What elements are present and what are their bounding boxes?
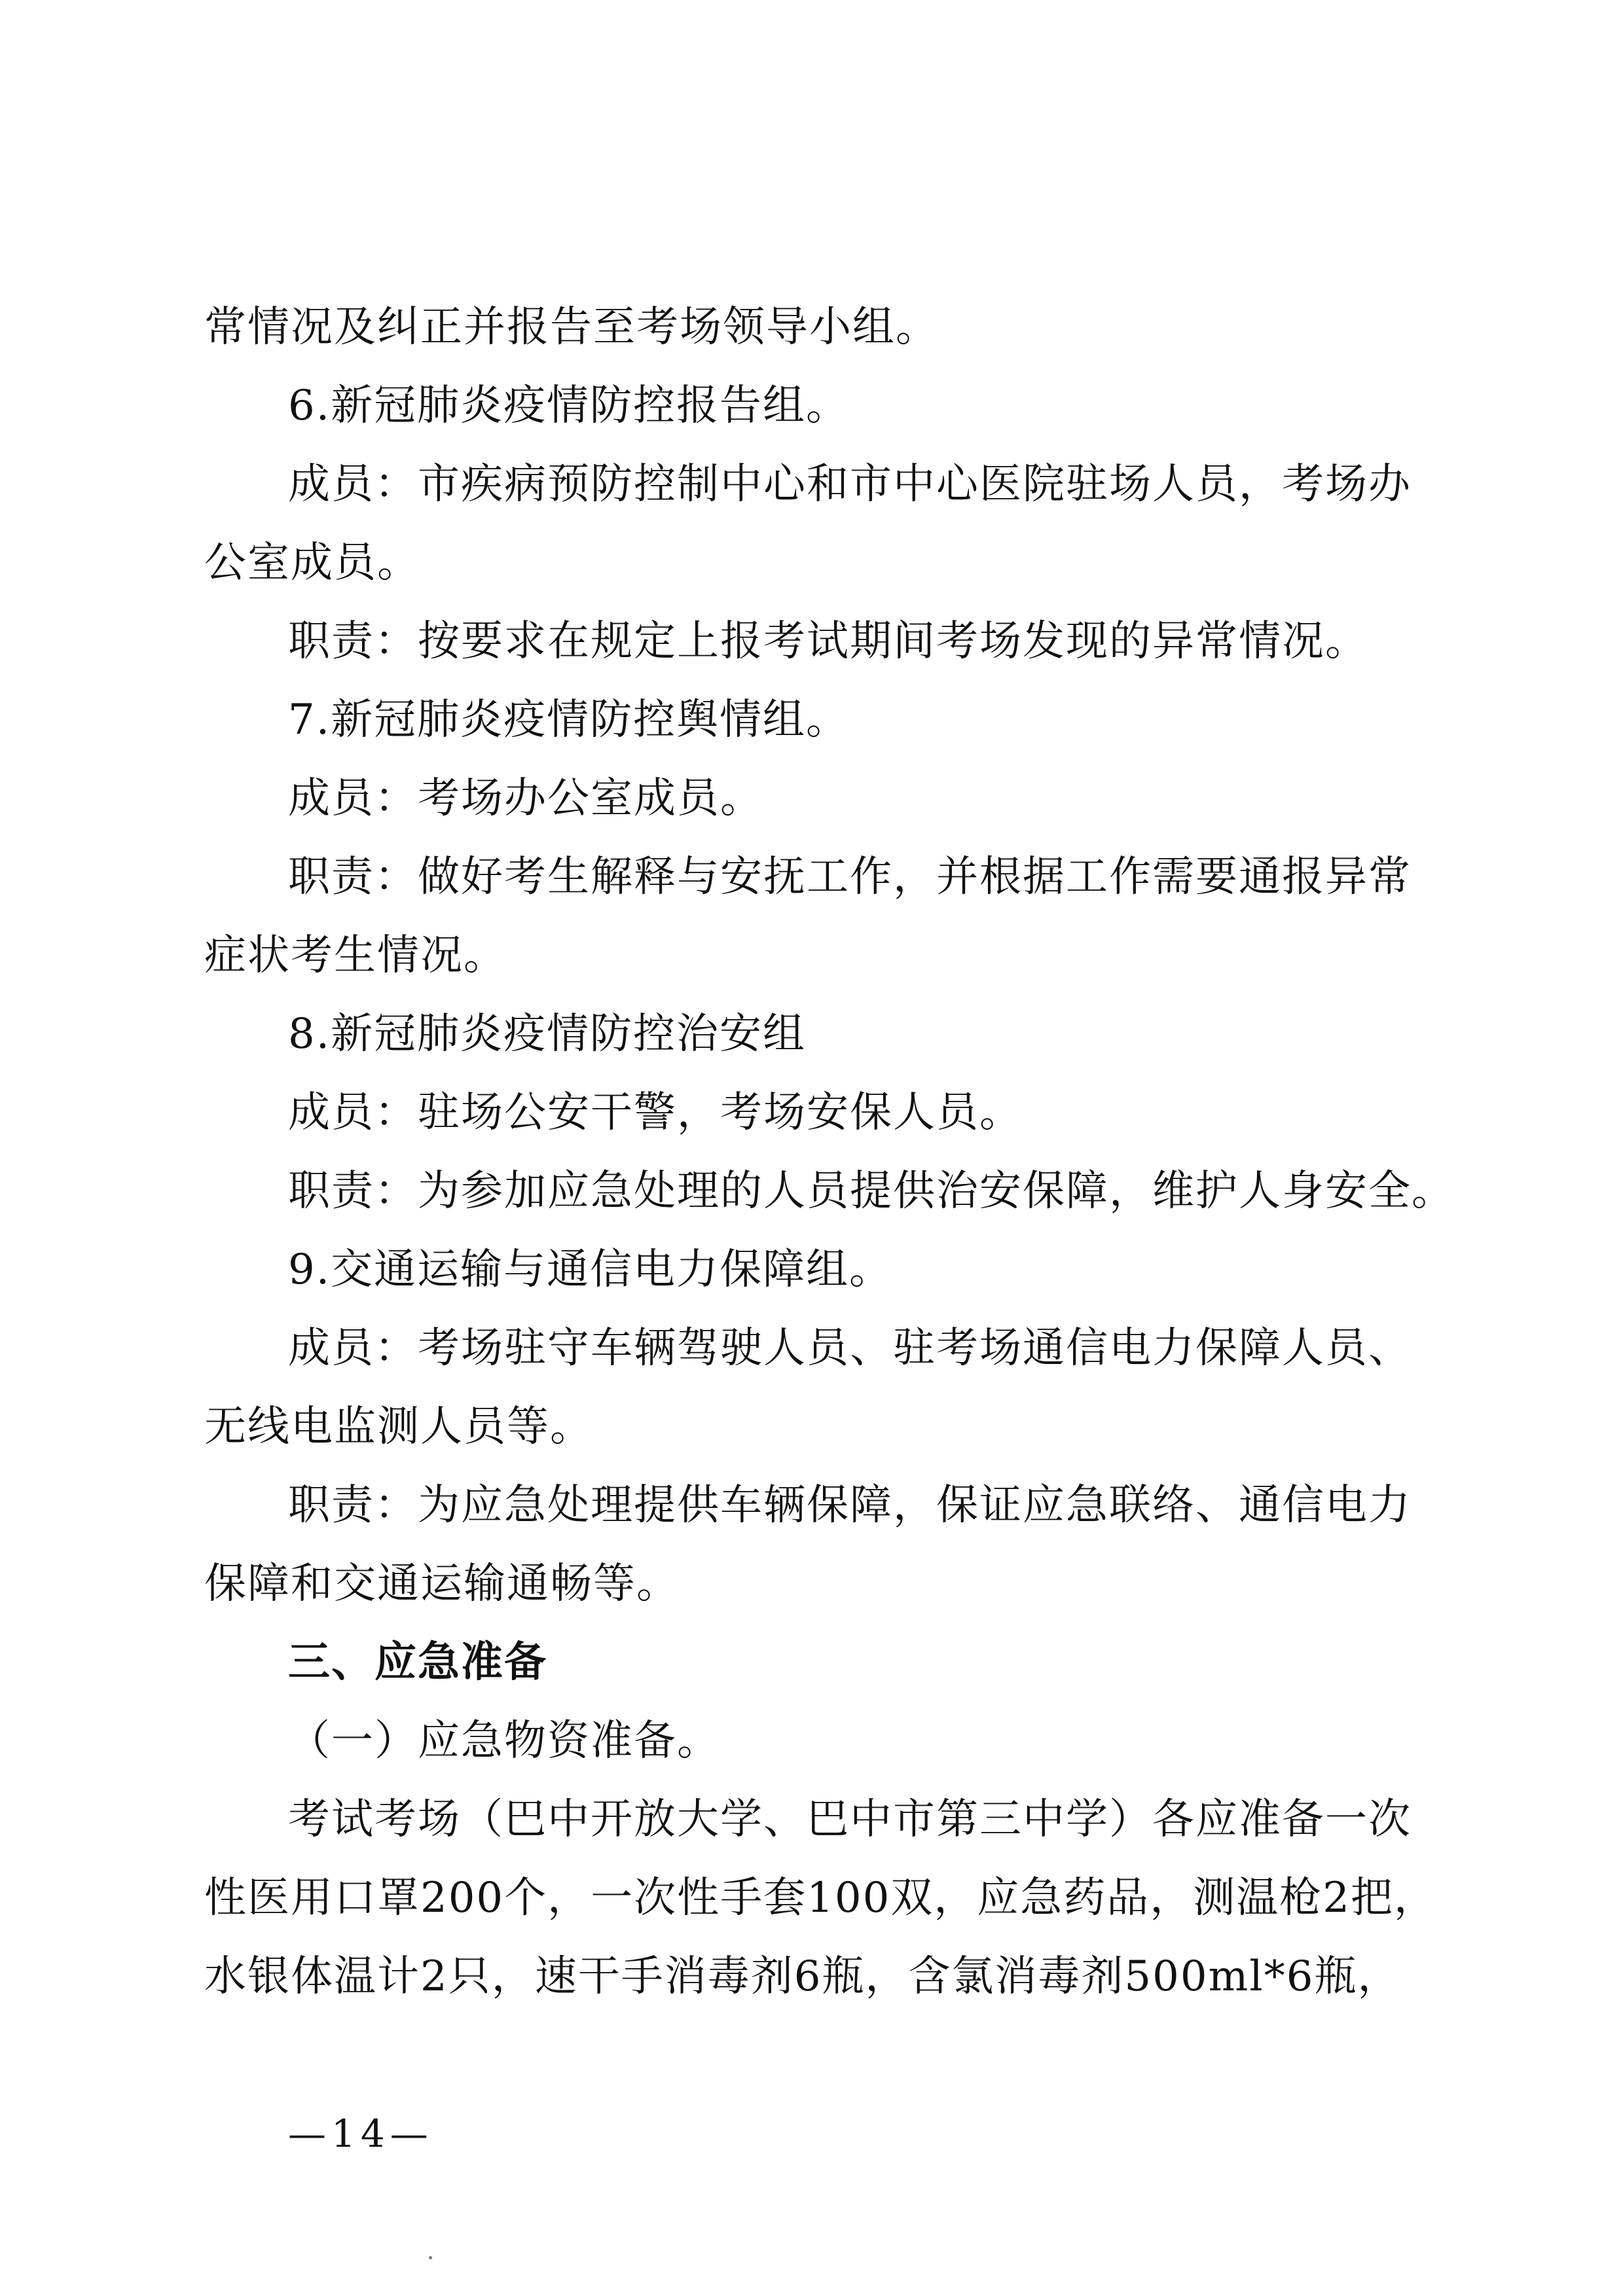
section-6-duty: 职责：按要求在规定上报考试期间考场发现的异常情况。 — [288, 617, 1368, 666]
section-6-members-line-1: 成员：市疾病预防控制中心和市中心医院驻场人员，考场办 — [288, 460, 1412, 509]
section-7-members: 成员：考场办公室成员。 — [288, 774, 763, 823]
supplies-paragraph-line-1: 考试考场（巴中开放大学、巴中市第三中学）各应准备一次 — [288, 1795, 1412, 1844]
section-6-members-line-2: 公室成员。 — [204, 539, 420, 587]
scan-dot — [429, 2256, 432, 2259]
section-6-title: 6.新冠肺炎疫情防控报告组。 — [288, 382, 850, 430]
supplies-paragraph-line-3: 水银体温计2只，速干手消毒剂6瓶，含氯消毒剂500ml*6瓶， — [204, 1952, 1401, 2001]
subsection-1-title: （一）应急物资准备。 — [288, 1717, 720, 1765]
section-7-duty-line-2: 症状考生情况。 — [204, 931, 507, 980]
section-9-title: 9.交通运输与通信电力保障组。 — [288, 1246, 893, 1294]
section-9-members-line-1: 成员：考场驻守车辆驾驶人员、驻考场通信电力保障人员、 — [288, 1324, 1412, 1372]
section-9-members-line-2: 无线电监测人员等。 — [204, 1403, 593, 1451]
section-7-title: 7.新冠肺炎疫情防控舆情组。 — [288, 696, 850, 744]
section-9-duty-line-1: 职责：为应急处理提供车辆保障，保证应急联络、通信电力 — [288, 1481, 1412, 1530]
section-9-duty-line-2: 保障和交通运输通畅等。 — [204, 1560, 680, 1608]
page-number: —14— — [288, 2111, 433, 2156]
continuation-line: 常情况及纠正并报告至考场领导小组。 — [204, 303, 939, 351]
section-8-members: 成员：驻场公安干警，考场安保人员。 — [288, 1088, 1023, 1137]
supplies-paragraph-line-2: 性医用口罩200个，一次性手套100双，应急药品，测温枪2把， — [204, 1874, 1438, 1922]
section-3-heading: 三、应急准备 — [288, 1638, 547, 1687]
section-8-duty: 职责：为参加应急处理的人员提供治安保障，维护人身安全。 — [288, 1167, 1455, 1215]
section-7-duty-line-1: 职责：做好考生解释与安抚工作，并根据工作需要通报异常 — [288, 853, 1412, 901]
section-8-title: 8.新冠肺炎疫情防控治安组 — [288, 1010, 807, 1058]
